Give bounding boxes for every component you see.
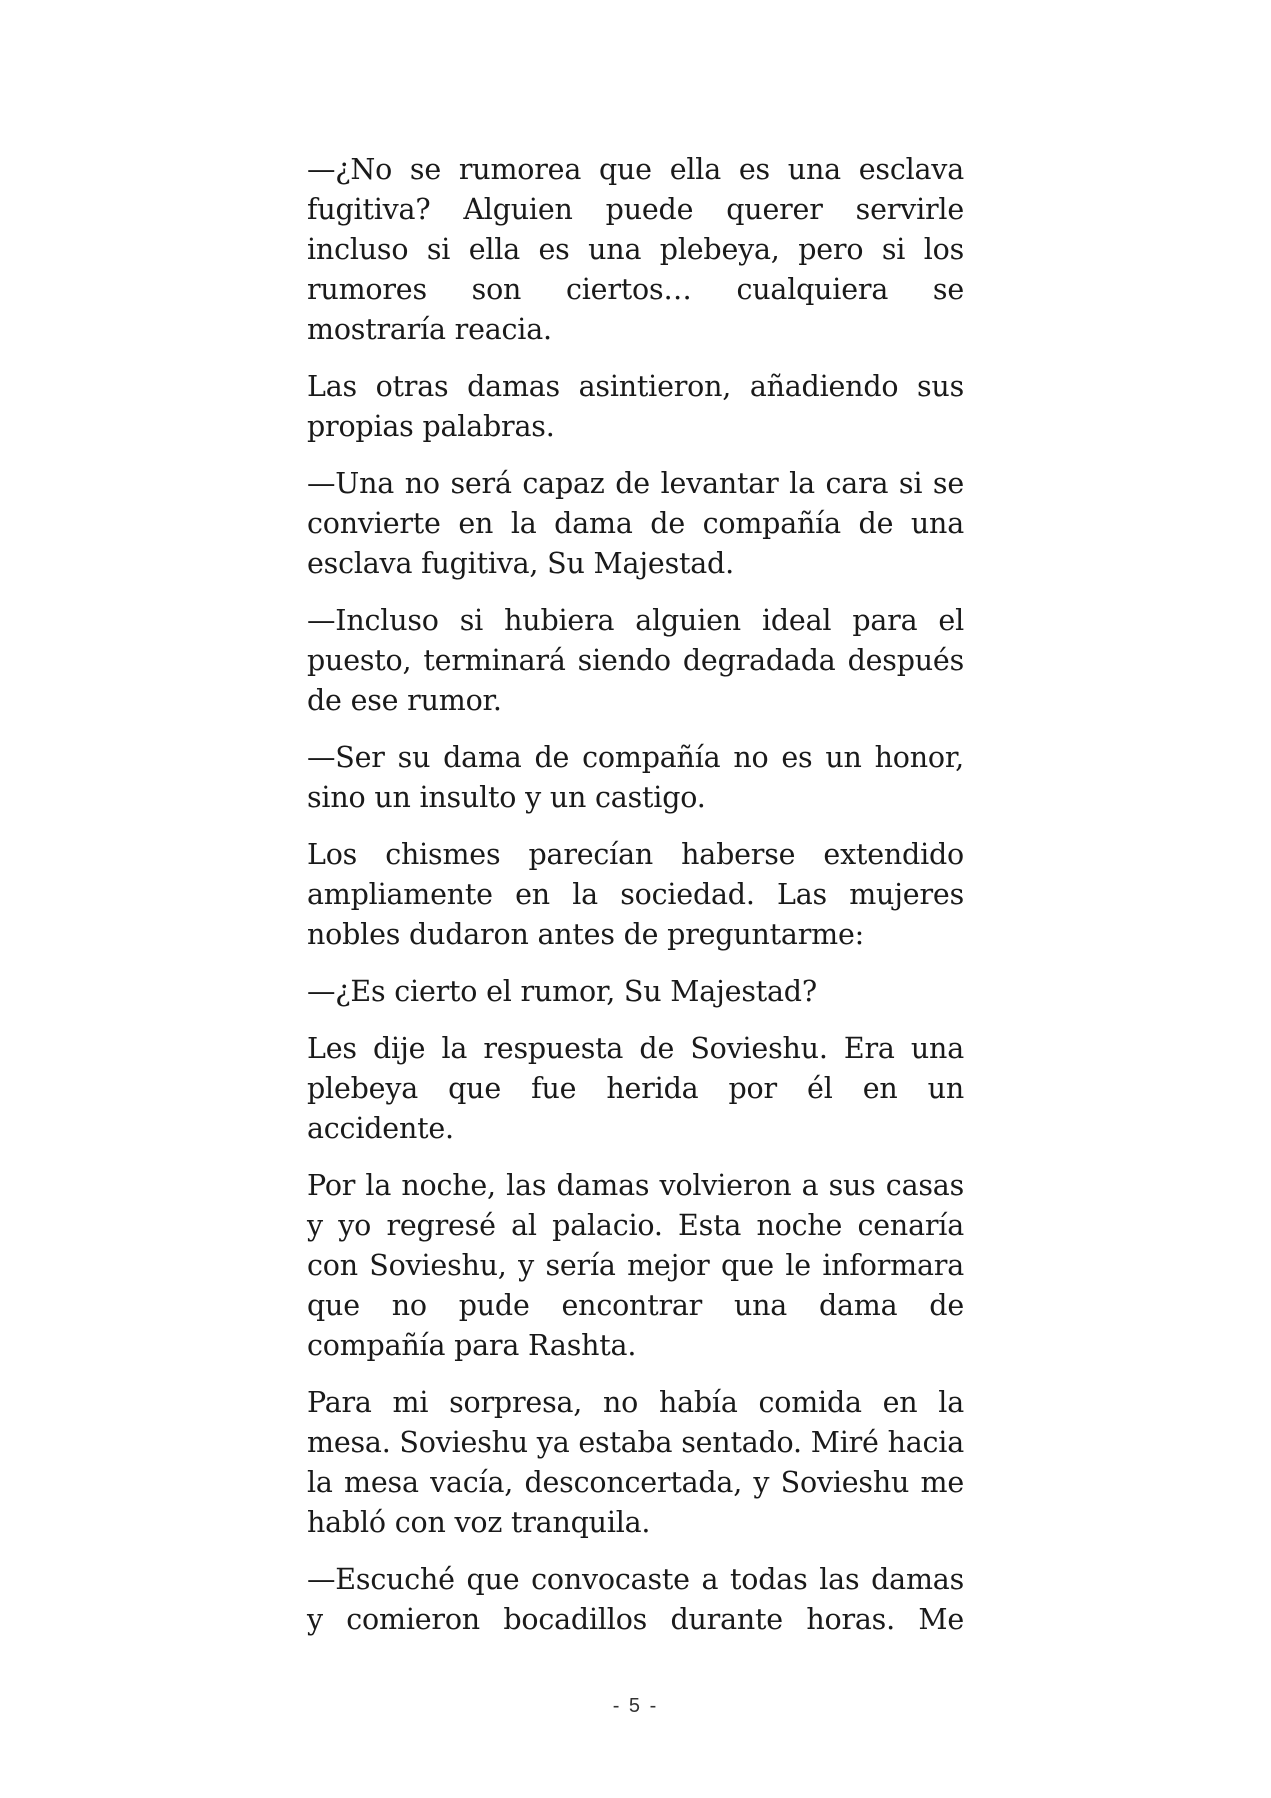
paragraph-11: —Escuché que convocaste a todas las damas y comieron bocadillos durante horas. Me [307,1563,964,1636]
paragraph-3: —Una no será capaz de levantar la cara si se convierte en la dama de compañía de una esclava fugitiva, Su Majestad. [307,467,964,580]
paragraph-9: Por la noche, las damas volvieron a sus casas y yo regresé al palacio. Esta noche cenaría con Sovieshu, y sería mejor que le informara que no pude encontrar una dama de compañía para Rashta. [307,1169,964,1362]
paragraph-6: Los chismes parecían haberse extendido ampliamente en la sociedad. Las mujeres nobles dudaron antes de preguntarme: [307,838,964,951]
paragraph-1: —¿No se rumorea que ella es una esclava fugitiva? Alguien puede querer servirle incluso si ella es una plebeya, pero si los rumores son ciertos… cualquiera se mostraría reacia. [307,153,964,346]
paragraph-8: Les dije la respuesta de Sovieshu. Era una plebeya que fue herida por él en un accidente. [307,1032,964,1145]
paragraph-7: —¿Es cierto el rumor, Su Majestad? [307,975,817,1008]
page-body-text [307,150,964,1640]
paragraph-2: Las otras damas asintieron, añadiendo sus propias palabras. [307,370,964,443]
page-number: - 5 - [612,1695,659,1717]
paragraph-5: —Ser su dama de compañía no es un honor, sino un insulto y un castigo. [307,741,964,814]
paragraph-10: Para mi sorpresa, no había comida en la mesa. Sovieshu ya estaba sentado. Miré hacia la mesa vacía, desconcertada, y Sovieshu me habló con voz tranquila. [307,1386,964,1539]
paragraph-4: —Incluso si hubiera alguien ideal para el puesto, terminará siendo degradada después de ese rumor. [307,604,964,717]
